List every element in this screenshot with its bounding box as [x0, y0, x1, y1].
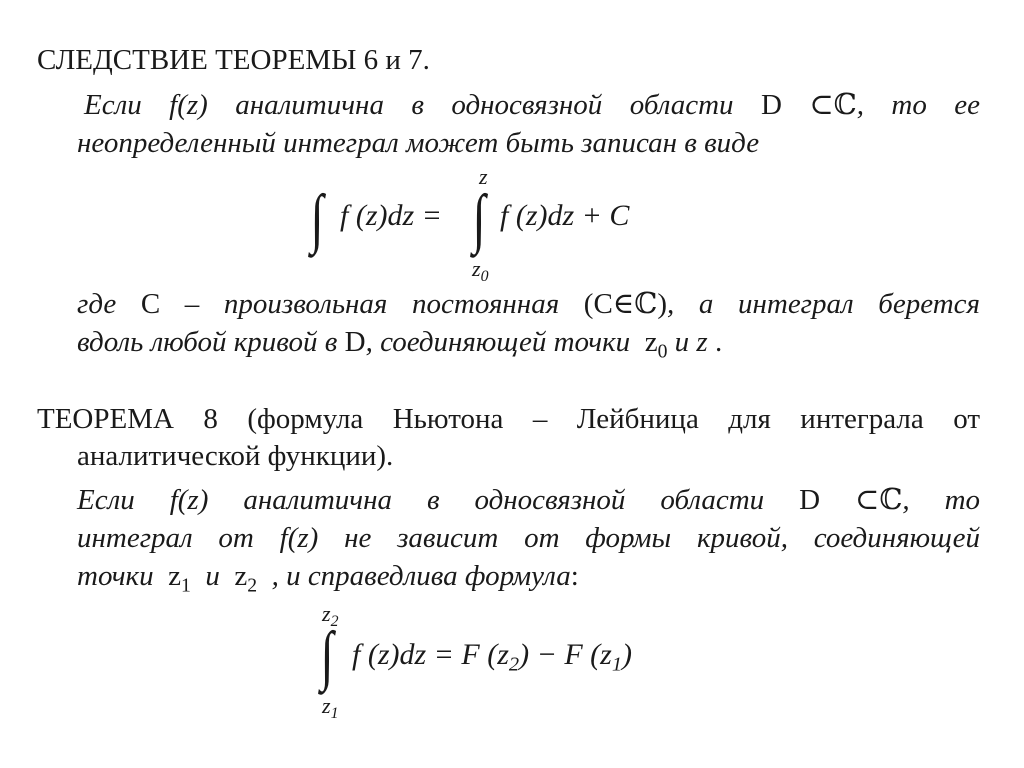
- upper-limit: z: [479, 164, 488, 189]
- corollary-line-2: неопределенный интеграл может быть записан в виде: [77, 127, 760, 159]
- point-z: z: [696, 326, 708, 358]
- subset-complex-symbol: ⊂ℂ: [855, 484, 903, 516]
- lower-limit-var: z: [322, 693, 331, 718]
- theorem-line-5: [77, 558, 579, 597]
- theorem-heading-cont: аналитической функции).: [77, 440, 394, 472]
- middle-text: ) − F (z: [519, 638, 612, 671]
- corollary-heading: СЛЕДСТВИЕ ТЕОРЕМЫ 6 и 7.: [37, 44, 430, 76]
- domain-D: [799, 484, 980, 516]
- lower-limit-sub: 0: [480, 268, 489, 286]
- text: и: [205, 560, 220, 592]
- text: , и справедлива формула: [271, 560, 571, 592]
- upper-limit-sub: 2: [330, 613, 339, 631]
- colon: :: [570, 560, 579, 592]
- z2-var: z: [234, 560, 248, 592]
- text: , а интеграл берется: [667, 288, 980, 320]
- integral-sign: ∫: [472, 182, 486, 255]
- z0-sub: 0: [657, 340, 668, 363]
- lower-limit: [322, 693, 339, 723]
- z1-sub: 1: [611, 653, 623, 676]
- text: аналитична в односвязной области: [235, 89, 734, 121]
- text: Если: [77, 484, 135, 516]
- function-fz: f(z): [279, 522, 319, 554]
- text: и: [674, 326, 690, 358]
- constant-letter: C: [140, 288, 161, 320]
- text: Если: [84, 89, 142, 121]
- z2-sub: 2: [247, 574, 258, 597]
- text: , то ее: [856, 89, 980, 121]
- domain-letter: D: [344, 326, 366, 358]
- text: , то: [902, 484, 981, 516]
- text: точки: [77, 560, 154, 592]
- text: – произвольная постоянная: [160, 288, 560, 320]
- period: .: [714, 326, 723, 358]
- point-z2: [234, 560, 258, 597]
- corollary-line-4: [77, 324, 723, 363]
- constant-condition: (C∈ℂ): [583, 288, 668, 320]
- function-fz: f(z): [169, 484, 209, 516]
- integral-sign: ∫: [320, 619, 334, 692]
- function-fz: f(z): [169, 89, 208, 121]
- z1-sub: 1: [180, 574, 191, 597]
- z0-var: z: [644, 326, 658, 358]
- formula-rhs: f (z)dz + C: [500, 199, 630, 232]
- integral-sign: ∫: [310, 182, 324, 255]
- z2-sub: 2: [508, 653, 520, 676]
- domain-letter: D: [799, 484, 821, 516]
- constant-C: [141, 288, 160, 320]
- theorem-heading: ТЕОРЕМА 8 (формула Ньютона – Лейбница для интеграла от: [37, 403, 980, 435]
- point-z0: [644, 326, 668, 363]
- corollary-line-1: [84, 87, 980, 123]
- domain-letter: D: [760, 89, 782, 121]
- text: где: [77, 288, 117, 320]
- text: вдоль любой кривой в: [77, 326, 338, 358]
- formula-expression: [352, 638, 633, 676]
- lower-limit: [472, 256, 489, 286]
- corollary-line-3: [77, 286, 980, 322]
- lower-limit-var: z: [472, 256, 481, 281]
- text: , соединяющей точки: [365, 326, 631, 358]
- domain-D: [761, 89, 980, 121]
- closing-paren: ): [622, 638, 633, 671]
- z1-var: z: [168, 560, 181, 592]
- integrand-text: f (z)dz = F (z: [352, 638, 509, 671]
- text: аналитична в односвязной области: [243, 484, 765, 516]
- text: интеграл от: [77, 522, 254, 554]
- theorem-line-4: [77, 520, 980, 556]
- upper-limit-var: z: [322, 601, 331, 626]
- lower-limit-sub: 1: [330, 705, 339, 723]
- theorem-line-3: [77, 482, 980, 518]
- formula-lhs: f (z)dz =: [340, 199, 442, 232]
- point-z1: [168, 560, 191, 597]
- subset-complex-symbol: ⊂ℂ: [809, 89, 857, 121]
- text: не зависит от формы кривой, соединяющей: [344, 522, 981, 554]
